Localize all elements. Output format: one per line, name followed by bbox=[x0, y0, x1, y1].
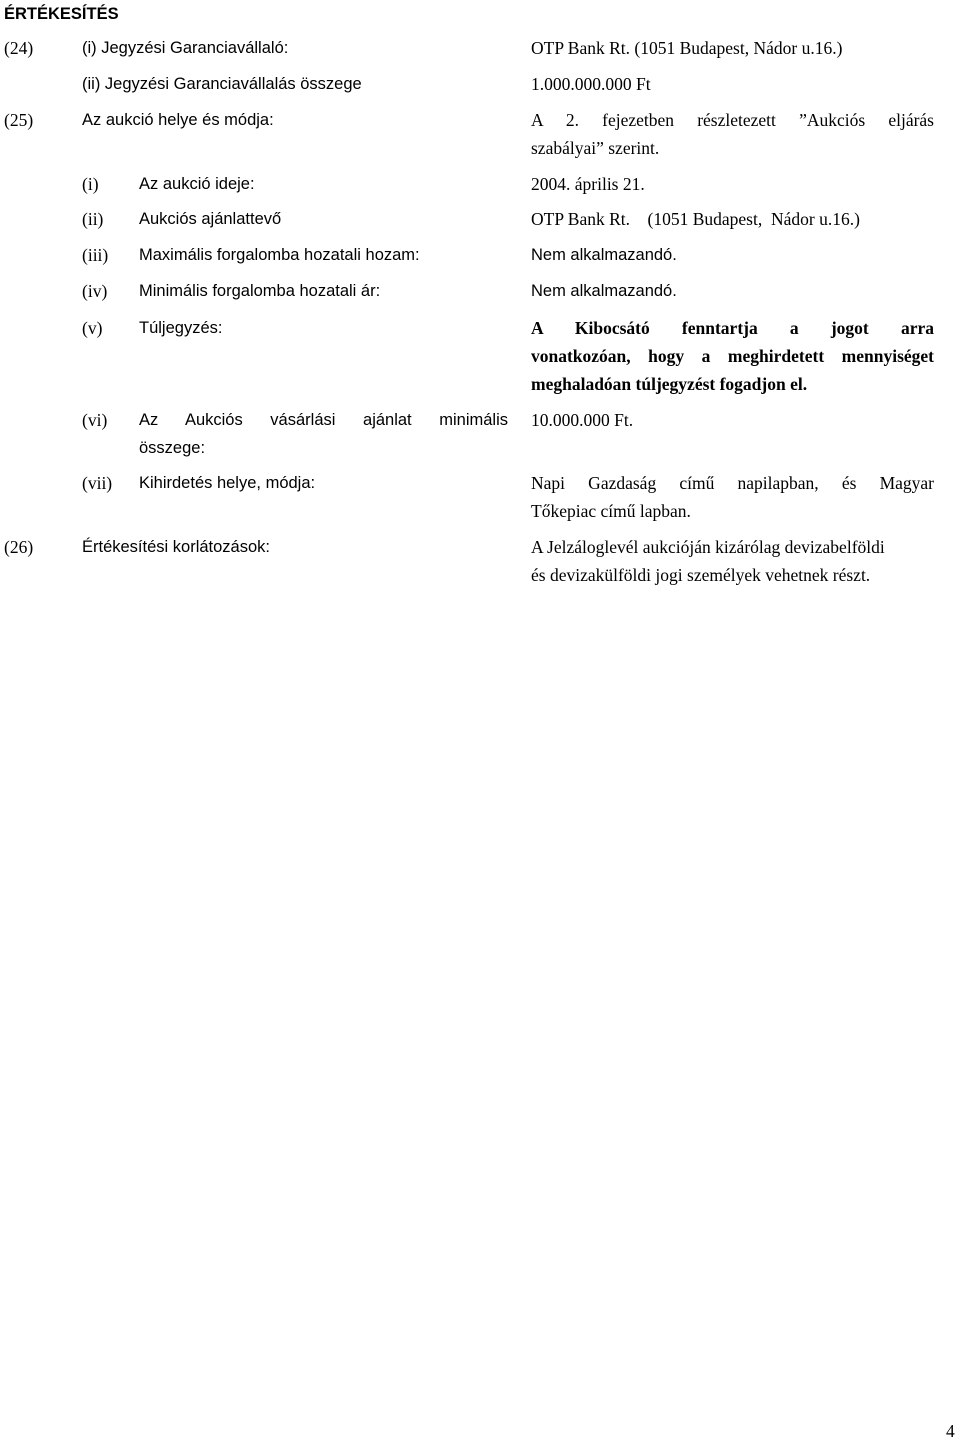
item-value: A Kibocsátó fenntartja a jogot arra bbox=[531, 318, 934, 338]
item-value: 1.000.000.000 Ft bbox=[531, 74, 651, 94]
item-label: Aukciós ajánlattevő bbox=[139, 210, 282, 228]
item-value: Nem alkalmazandó. bbox=[531, 282, 677, 300]
item-label: (ii) Jegyzési Garanciavállalás összege bbox=[82, 75, 362, 93]
item-value: 2004. április 21. bbox=[531, 174, 645, 194]
item-value: OTP Bank Rt. (1051 Budapest, Nádor u.16.) bbox=[531, 209, 860, 229]
item-label: Kihirdetés helye, módja: bbox=[139, 474, 316, 492]
item-number: (24) bbox=[4, 38, 34, 58]
item-label: Túljegyzés: bbox=[139, 319, 223, 337]
page-number: 4 bbox=[946, 1421, 955, 1441]
item-label: Az aukció ideje: bbox=[139, 175, 255, 193]
item-label: Az aukció helye és módja: bbox=[82, 111, 274, 129]
item-label: összege: bbox=[139, 439, 206, 457]
item-value: és devizakülföldi jogi személyek vehetnek részt. bbox=[531, 565, 871, 585]
item-label: (i) Jegyzési Garanciavállaló: bbox=[82, 39, 289, 57]
subitem-number: (vi) bbox=[82, 410, 108, 430]
item-value: vonatkozóan, hogy a meghirdetett mennyiséget bbox=[531, 346, 934, 366]
section-heading: ÉRTÉKESÍTÉS bbox=[4, 5, 119, 23]
item-value: A 2. fejezetben részletezett ”Aukciós eljárás bbox=[531, 110, 934, 130]
item-value: meghaladóan túljegyzést fogadjon el. bbox=[531, 374, 808, 394]
item-number: (25) bbox=[4, 110, 34, 130]
item-label: Értékesítési korlátozások: bbox=[82, 538, 270, 556]
item-number: (26) bbox=[4, 537, 34, 557]
subitem-number: (vii) bbox=[82, 473, 113, 493]
item-value: Tőkepiac című lapban. bbox=[531, 501, 691, 521]
item-label: Az Aukciós vásárlási ajánlat minimális bbox=[139, 411, 508, 429]
item-value: szabályai” szerint. bbox=[531, 138, 660, 158]
item-value: Napi Gazdaság című napilapban, és Magyar bbox=[531, 473, 934, 493]
subitem-number: (i) bbox=[82, 174, 99, 194]
item-value: A Jelzáloglevél aukcióján kizárólag devizabelföldi bbox=[531, 537, 885, 557]
item-label: Maximális forgalomba hozatali hozam: bbox=[139, 246, 420, 264]
subitem-number: (v) bbox=[82, 318, 103, 338]
item-value: OTP Bank Rt. (1051 Budapest, Nádor u.16.) bbox=[531, 38, 843, 58]
subitem-number: (ii) bbox=[82, 209, 104, 229]
subitem-number: (iv) bbox=[82, 281, 108, 301]
subitem-number: (iii) bbox=[82, 245, 109, 265]
item-value: 10.000.000 Ft. bbox=[531, 410, 634, 430]
item-value: Nem alkalmazandó. bbox=[531, 246, 677, 264]
item-label: Minimális forgalomba hozatali ár: bbox=[139, 282, 381, 300]
